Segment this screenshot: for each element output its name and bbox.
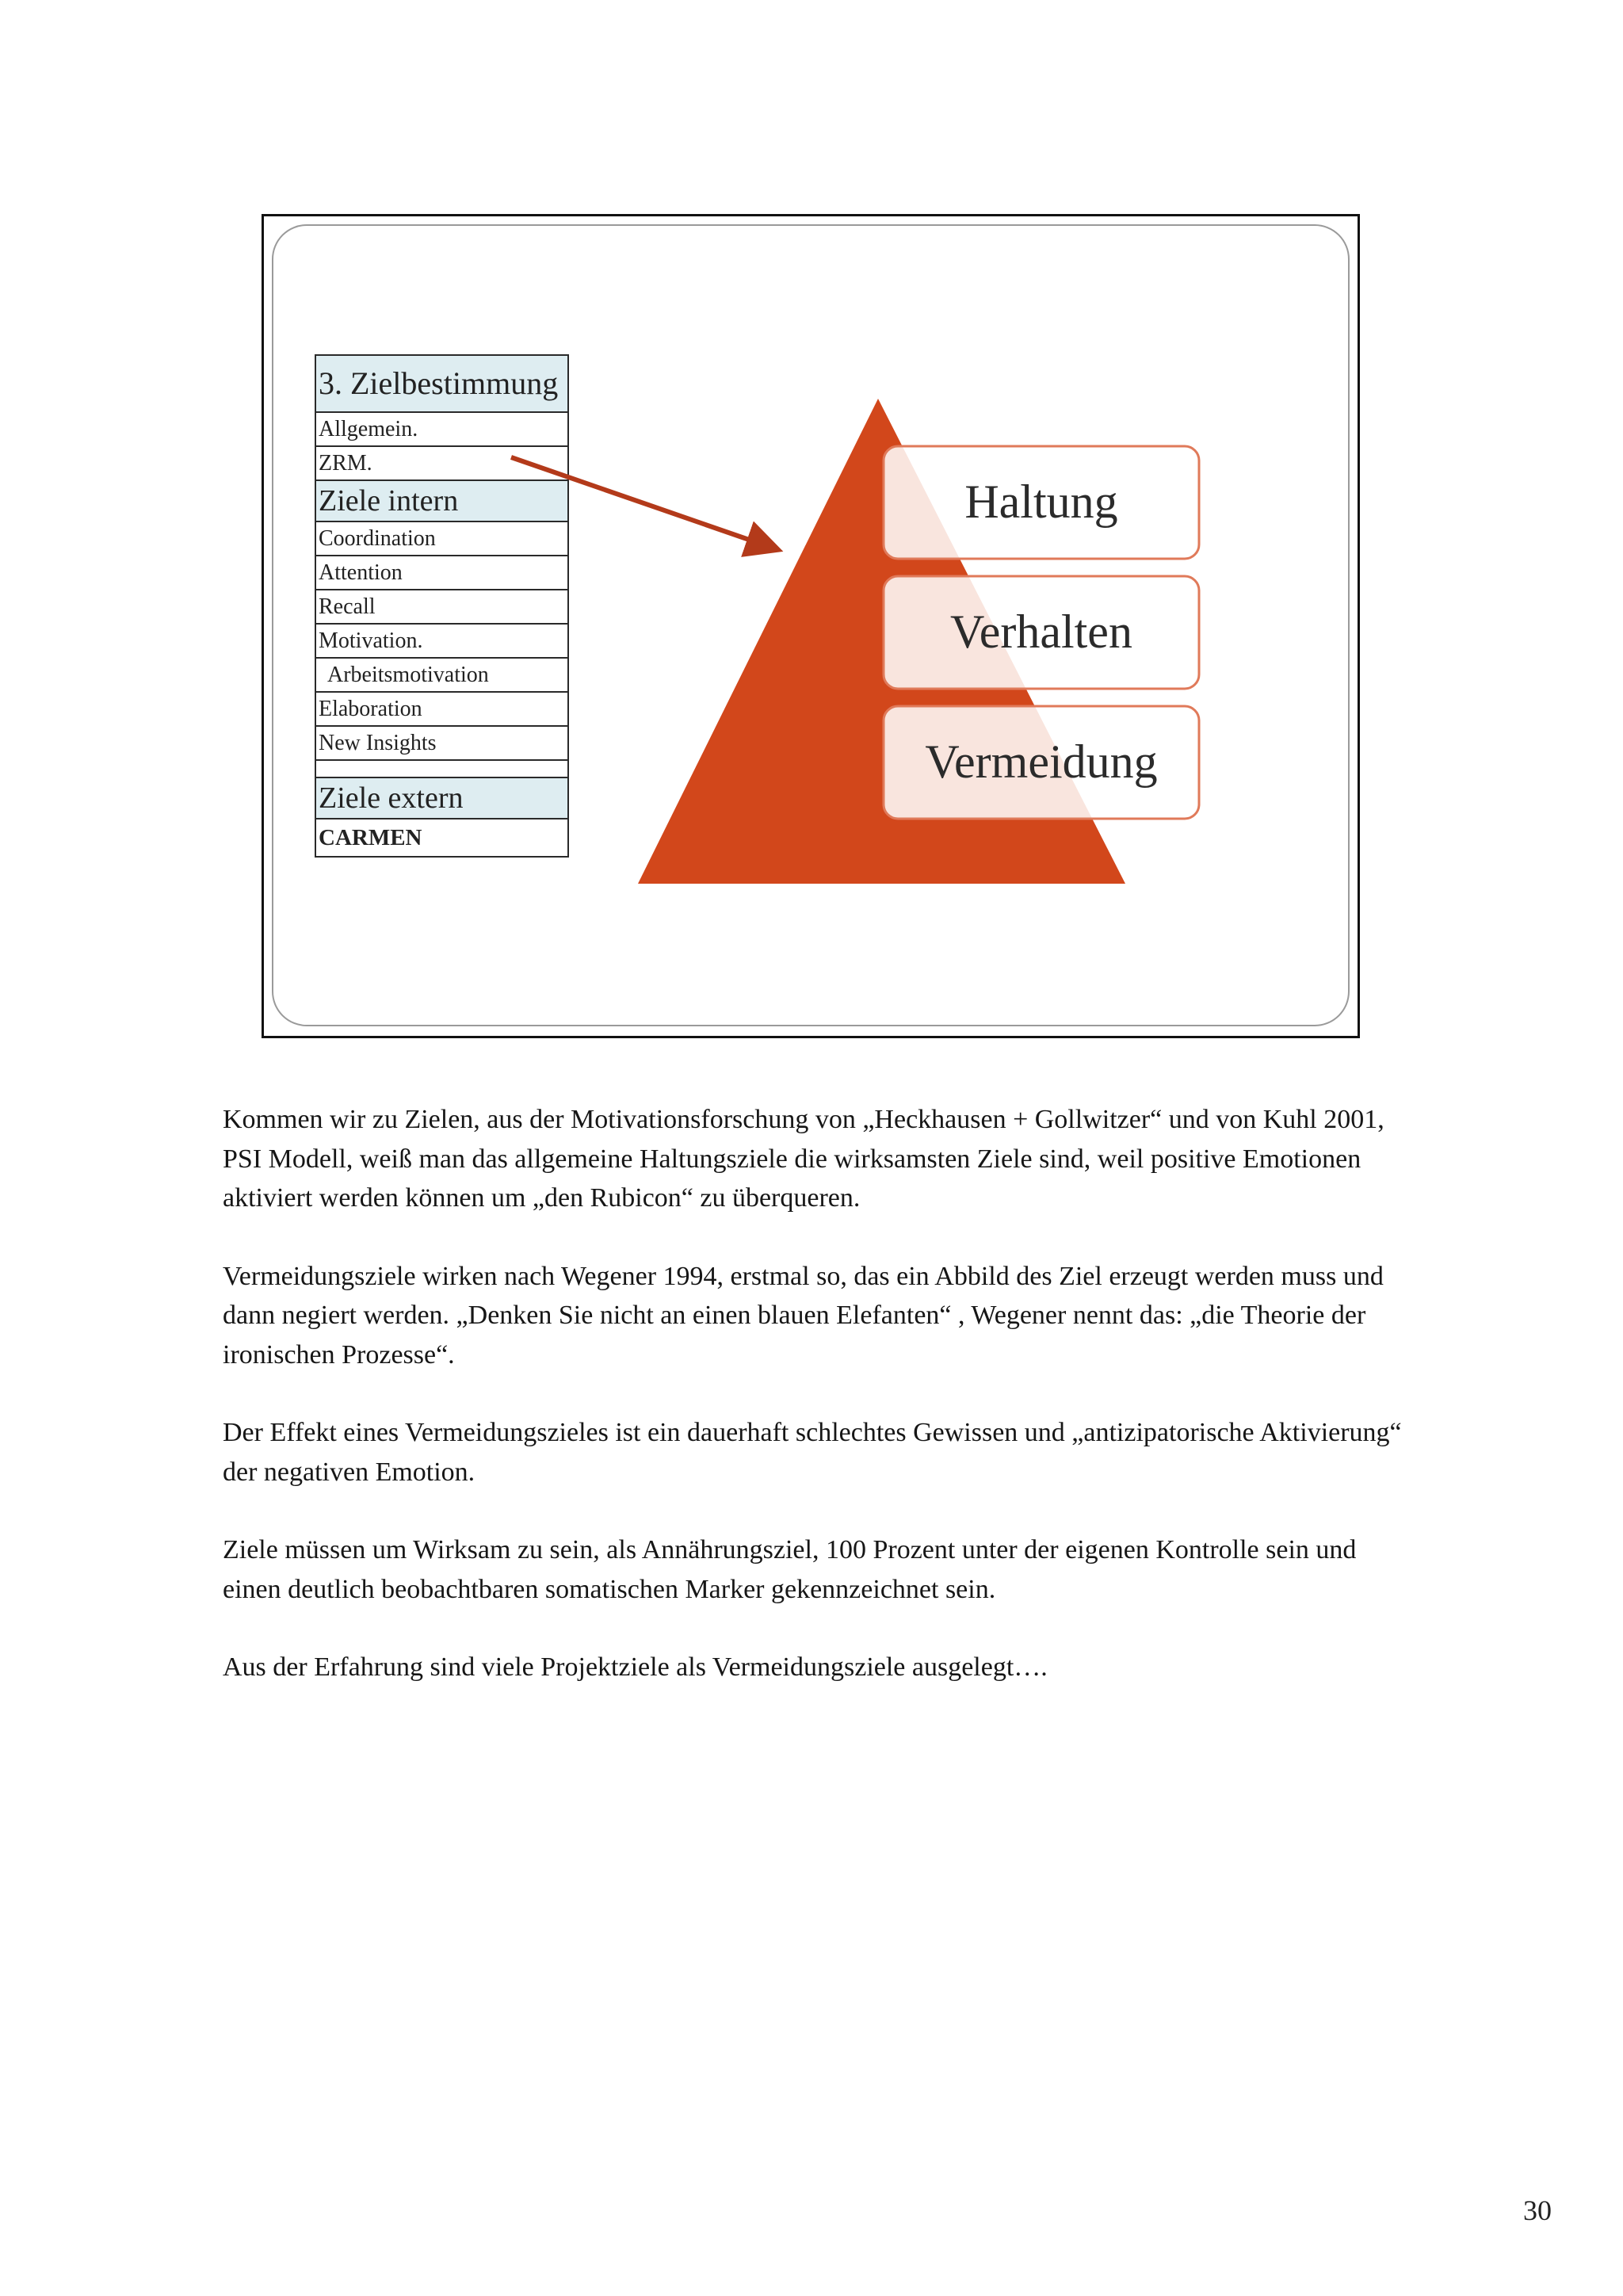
paragraph: Aus der Erfahrung sind viele Projektziele als Vermeidungsziele ausgelegt…. (223, 1652, 1048, 1682)
pointer-arrow (511, 457, 774, 548)
level-label-haltung: Haltung (964, 476, 1118, 528)
pyramid-level-verhalten (884, 576, 1199, 689)
level-label-vermeidung: Vermeidung (925, 735, 1158, 788)
body-text (223, 1100, 1411, 1726)
table-title: 3. Zielbestimmung (315, 355, 568, 412)
slide-image (262, 214, 1360, 1038)
paragraph: Vermeidungsziele wirken nach Wegener 1994, erstmal so, das ein Abbild des Ziel erzeugt werden muss und dann negiert werden. „Denken Sie nicht an einen blauen Elefanten“ , Wegener nennt das: „die Theorie der ironischen Prozesse“. (223, 1261, 1384, 1370)
table-cell: Allgemein. (315, 412, 568, 446)
table-cell: Arbeitsmotivation (315, 658, 568, 692)
paragraph: Kommen wir zu Zielen, aus der Motivationsforschung von „Heckhausen + Gollwitzer“ und von Kuhl 2001, PSI Modell, weiß man das allgemeine Haltungsziele die wirksamsten Ziele sind, weil positive Emotionen aktiviert werden können um „den Rubicon“ zu überqueren. (223, 1105, 1384, 1213)
pyramid-diagram (273, 226, 1353, 1031)
table-cell: Attention (315, 556, 568, 590)
paragraph: Der Effekt eines Vermeidungszieles ist ein dauerhaft schlechtes Gewissen und „antizipatorische Aktivierung“ der negativen Emotion. (223, 1418, 1402, 1487)
table-cell: Recall (315, 590, 568, 624)
slide-card (272, 224, 1350, 1026)
page-number: 30 (1523, 2195, 1552, 2226)
level-label-verhalten: Verhalten (950, 606, 1132, 658)
table-cell: Ziele intern (315, 480, 568, 521)
table-cell: New Insights (315, 726, 568, 760)
pyramid-level-haltung (884, 446, 1199, 559)
pyramid-level-vermeidung (884, 706, 1199, 819)
table-cell: ZRM. (315, 446, 568, 480)
table-cell: Motivation. (315, 624, 568, 658)
table-cell: Coordination (315, 521, 568, 556)
table-cell: Ziele extern (315, 777, 568, 819)
paragraph: Ziele müssen um Wirksam zu sein, als Annährungsziel, 100 Prozent unter der eigenen Kontrolle sein und einen deutlich beobachtbaren somatischen Marker gekennzeichnet sein. (223, 1535, 1357, 1604)
table-cell: Elaboration (315, 692, 568, 726)
table-cell: CARMEN (315, 819, 568, 857)
